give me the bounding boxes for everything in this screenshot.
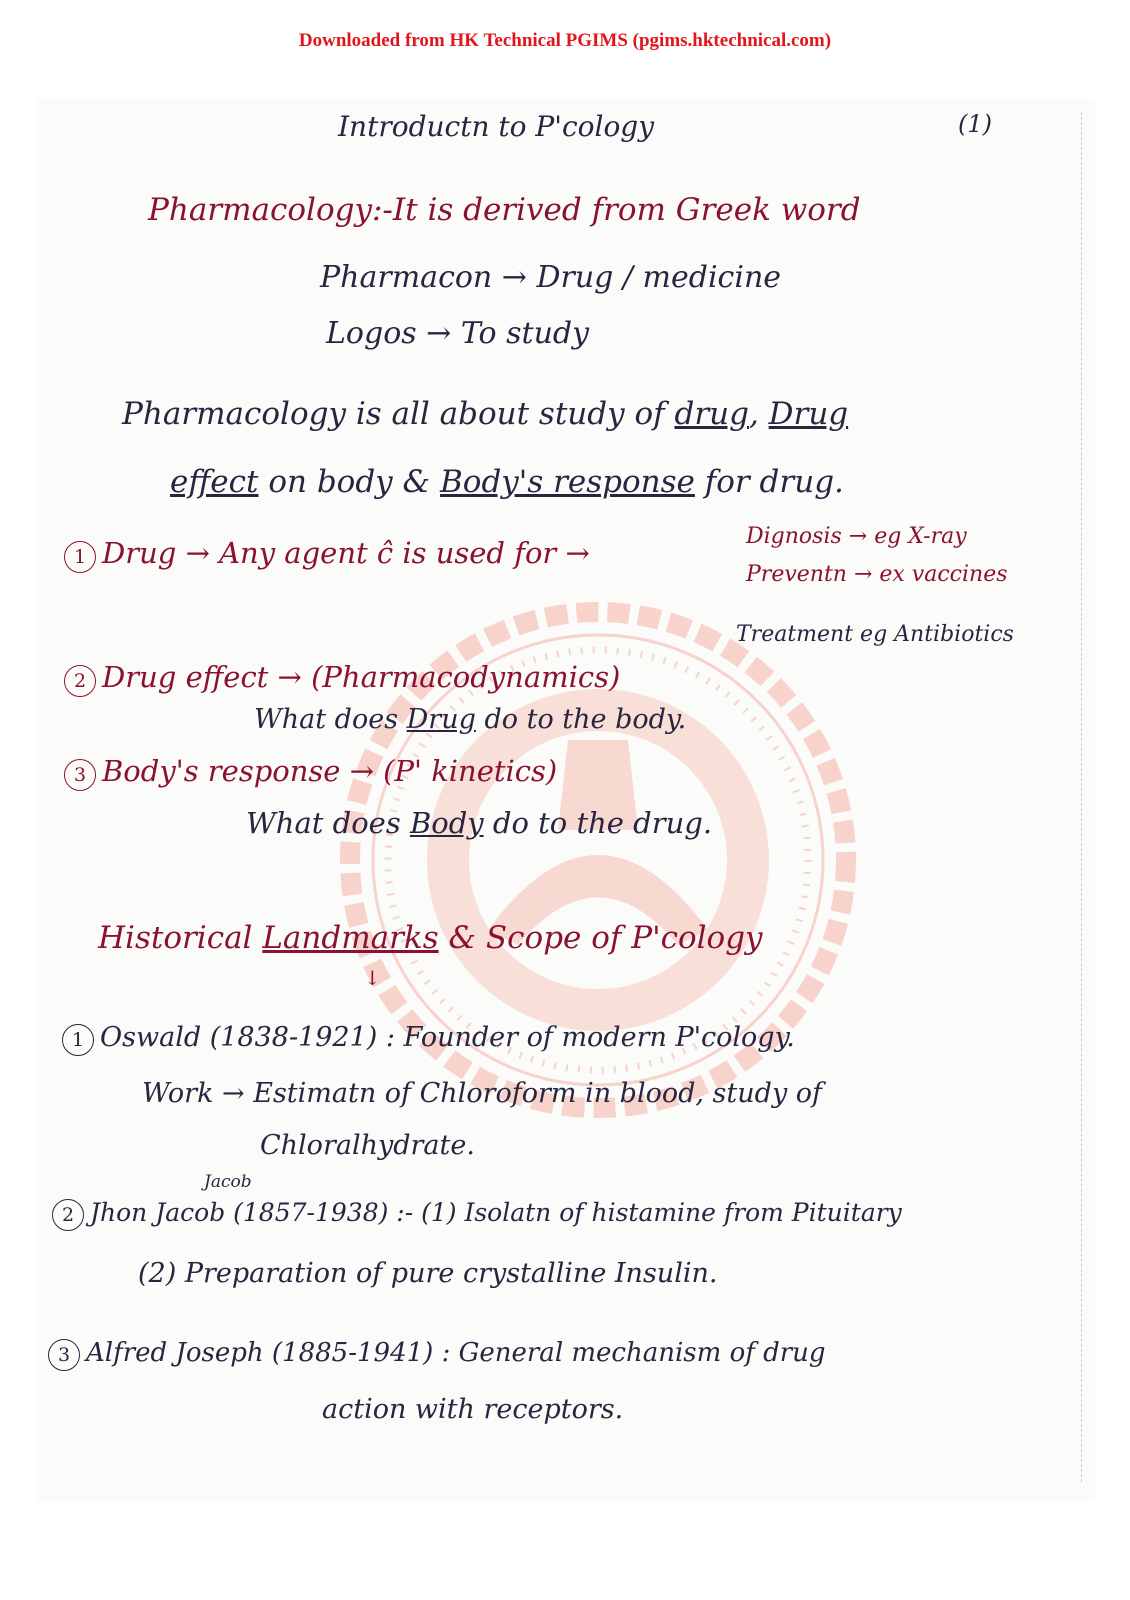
page-number: (1)	[958, 110, 993, 138]
summary-line-2: effect on body & Body's response for drug.	[170, 464, 844, 500]
drug-use-diagnosis: Dignosis → eg X-ray	[746, 524, 967, 549]
pharmacokinetics-question: What does Body do to the drug.	[246, 806, 713, 840]
drug-use-prevention: Preventn → ex vaccines	[746, 562, 1008, 587]
underlined-body-response: Body's response	[440, 464, 695, 500]
point-pharmacokinetics: 3 Body's response → (P' kinetics)	[64, 754, 557, 791]
point-number-3: 3	[64, 759, 96, 791]
point-pharmacodynamics: 2 Drug effect → (Pharmacodynamics)	[64, 660, 620, 697]
pharmacodynamics-question: What does Drug do to the body.	[254, 704, 687, 735]
download-source-header: Downloaded from HK Technical PGIMS (pgims.hktechnical.com)	[298, 30, 832, 51]
history-item-alfred: 3 Alfred Joseph (1885-1941) : General mechanism of drug	[48, 1338, 826, 1371]
definition-line-logos: Logos → To study	[326, 316, 590, 351]
sheet-edge	[1081, 112, 1088, 1482]
history-item-jacob-cont: (2) Preparation of pure crystalline Insulin.	[138, 1258, 718, 1289]
drug-use-treatment: Treatment eg Antibiotics	[736, 622, 1014, 647]
down-arrow-icon: ↓	[364, 966, 381, 990]
history-item-oswald-work: Work → Estimatn of Chloroform in blood, study of	[142, 1078, 823, 1109]
underlined-effect-word: effect	[170, 464, 259, 500]
history-heading: Historical Landmarks & Scope of P'cology	[98, 920, 763, 956]
history-item-jacob-correction: Jacob	[204, 1172, 252, 1192]
page-title: Introductn to P'cology	[338, 110, 655, 143]
point-number-1: 1	[64, 541, 96, 573]
summary-line-1: Pharmacology is all about study of drug, Drug	[122, 396, 849, 432]
history-item-alfred-cont: action with receptors.	[322, 1394, 624, 1425]
definition-line-pharmacon: Pharmacon → Drug / medicine	[320, 260, 782, 295]
handwritten-notes-sheet	[38, 100, 1094, 1500]
definition-heading: Pharmacology:-It is derived from Greek word	[148, 192, 861, 228]
point-drug-definition: 1 Drug → Any agent ĉ is used for →	[64, 536, 590, 573]
history-item-oswald: 1 Oswald (1838-1921) : Founder of modern P'cology.	[62, 1022, 795, 1056]
underlined-drug-word: drug	[674, 396, 749, 432]
underlined-drug-word-2: Drug	[768, 396, 849, 432]
history-item-jacob: 2 Jhon Jacob (1857-1938) :- (1) Isolatn of histamine from Pituitary	[52, 1198, 902, 1231]
history-item-oswald-work-cont: Chloralhydrate.	[260, 1130, 475, 1161]
point-number-2: 2	[64, 665, 96, 697]
